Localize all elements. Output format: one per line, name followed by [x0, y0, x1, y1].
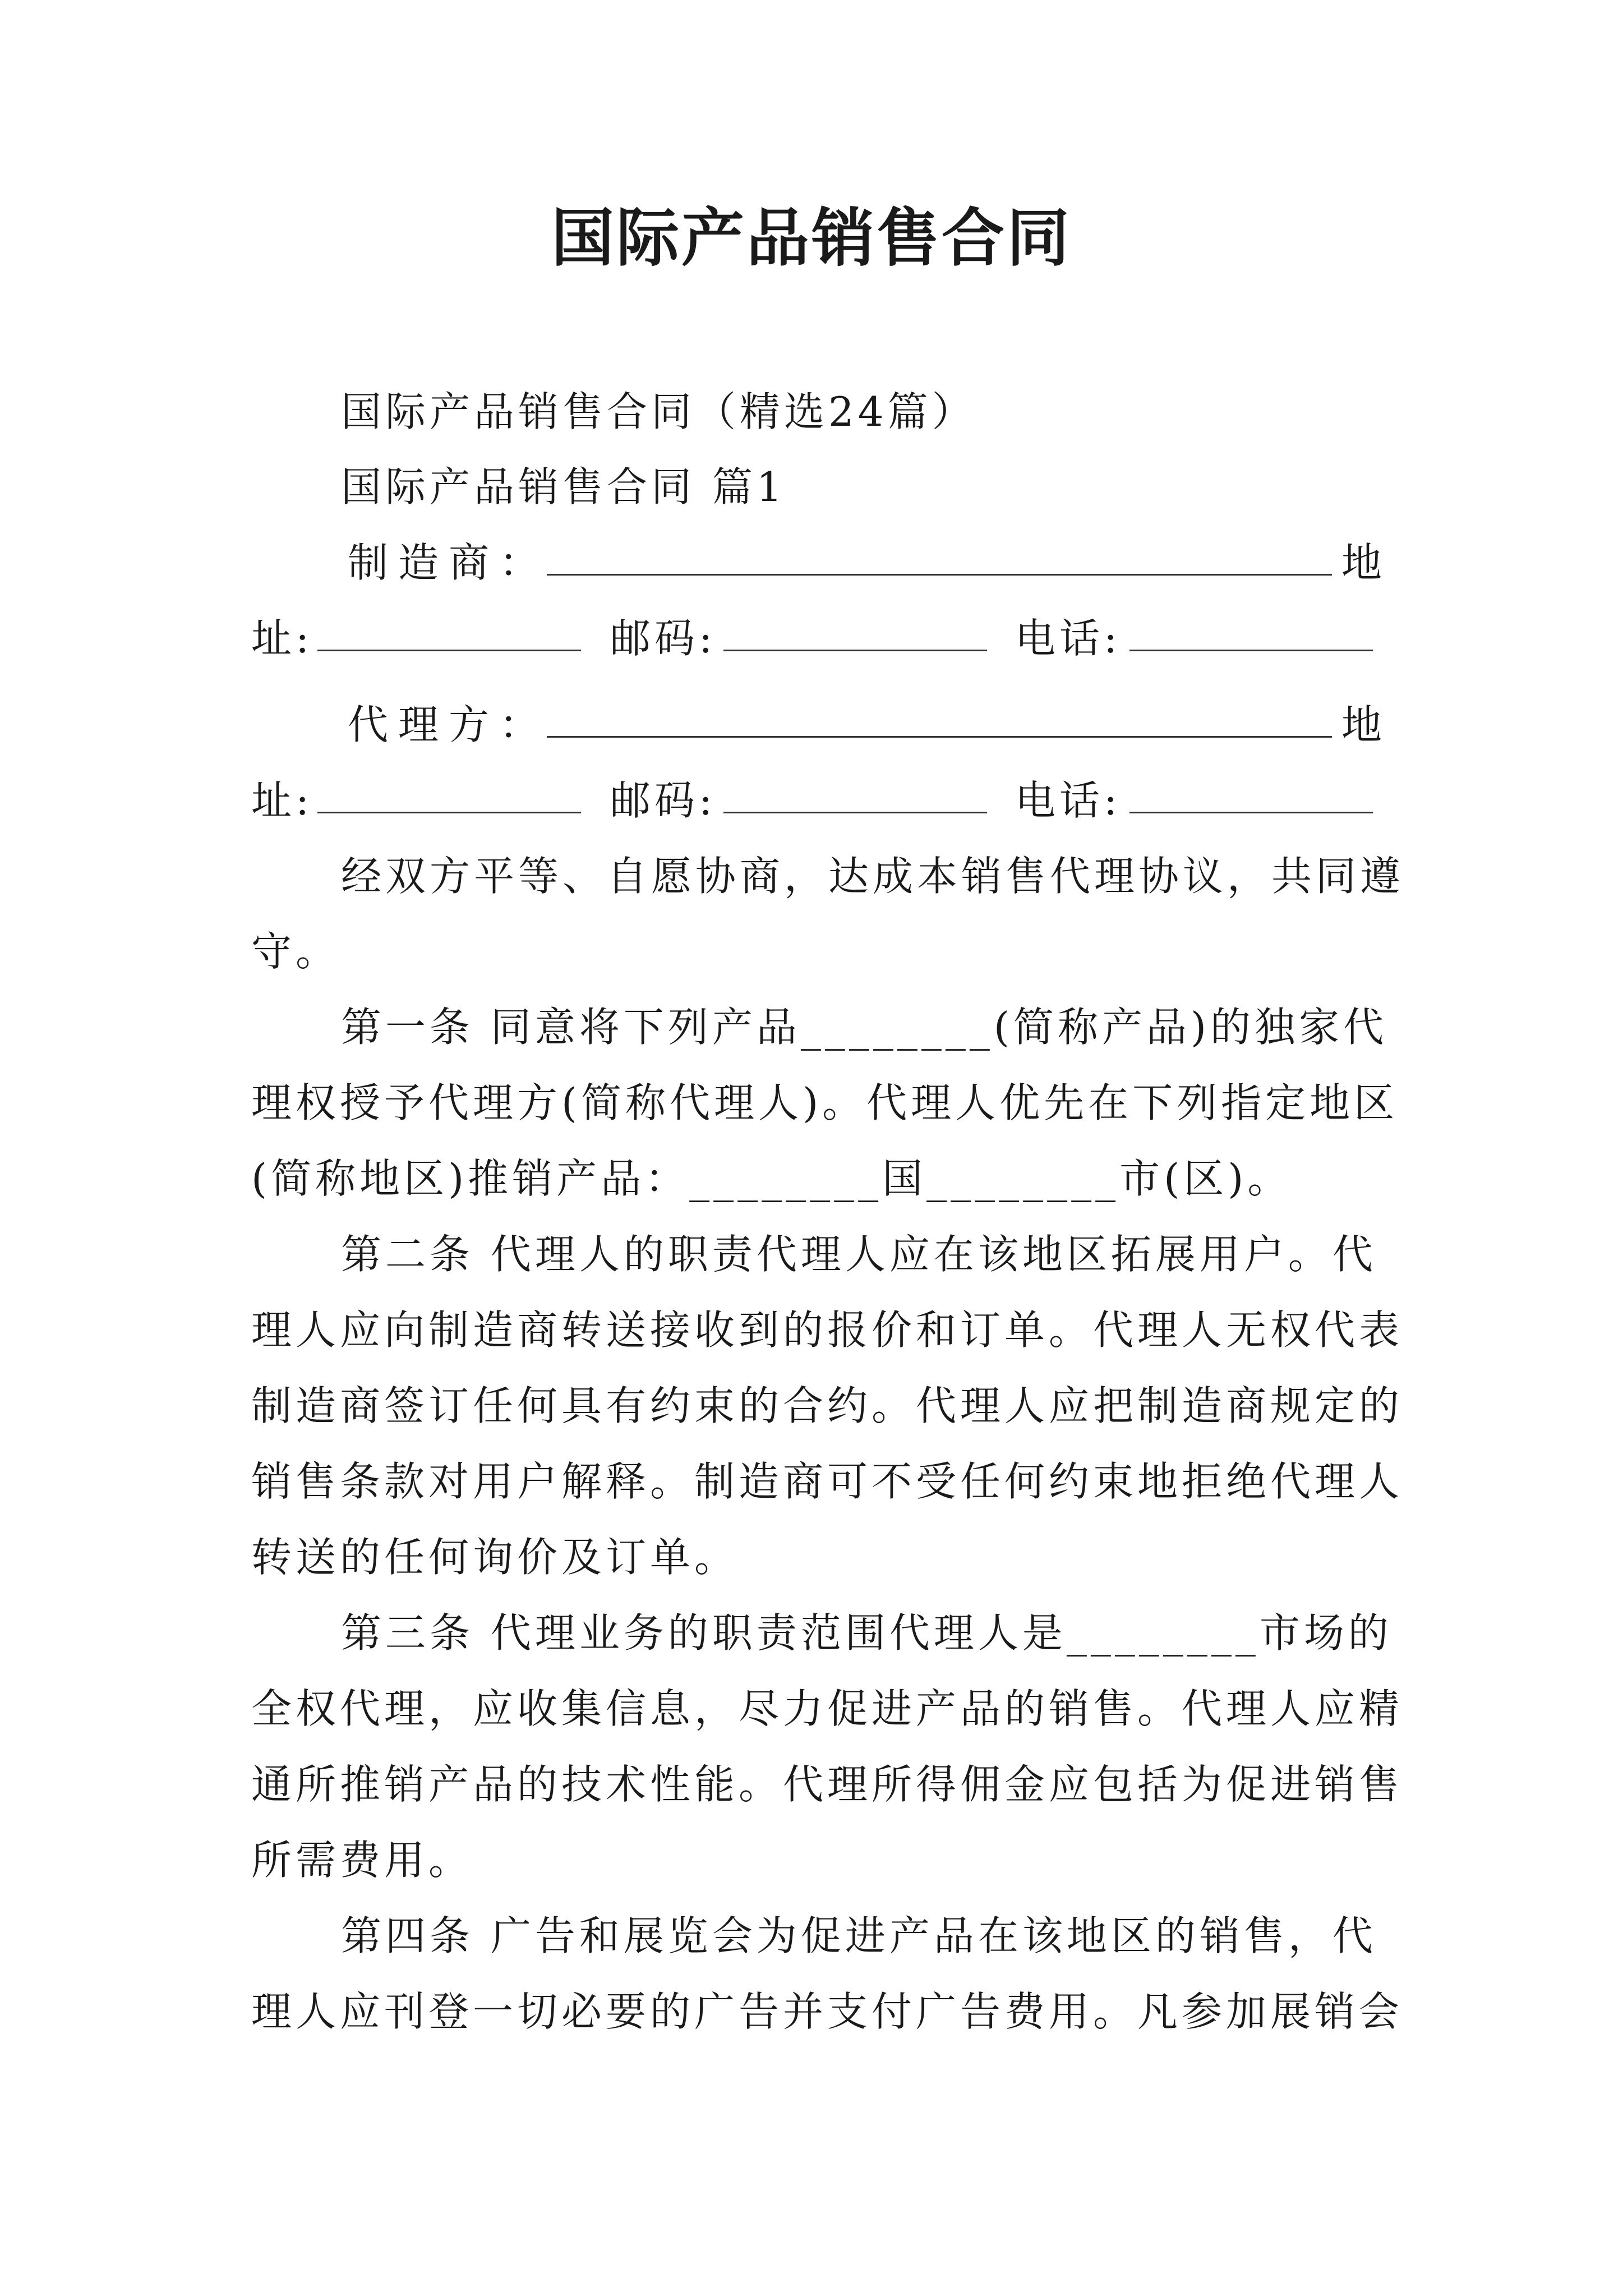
document-title: 国际产品销售合同: [551, 201, 1072, 275]
agent-contact-row: [251, 772, 1373, 829]
article-1-line: 第一条 同意将下列产品________(简称产品)的独家代: [341, 1004, 1388, 1051]
agent-phone-blank: [1129, 772, 1373, 813]
article-2-line: 销售条款对用户解释。制造商可不受任何约束地拒绝代理人: [251, 1458, 1404, 1505]
address-label-part1: 地: [1341, 539, 1386, 586]
address-label-part1: 地: [1341, 701, 1386, 748]
agent-address-blank: [317, 772, 581, 813]
agent-name-blank: [547, 697, 1332, 738]
postcode-label: 邮码:: [610, 777, 717, 824]
article-4-line: 理人应刊登一切必要的广告并支付广告费用。凡参加展销会: [251, 1988, 1404, 2035]
manufacturer-contact-row: [251, 610, 1373, 666]
postcode-label: 邮码:: [610, 615, 717, 662]
agent-label: 代理方：: [348, 701, 550, 748]
document-subtitle: 国际产品销售合同（精选24篇）: [341, 388, 976, 435]
paragraph-line: 守。: [251, 928, 340, 975]
paragraph-line: 经双方平等、自愿协商，达成本销售代理协议，共同遵: [341, 853, 1405, 900]
manufacturer-row: [348, 535, 1386, 591]
article-4-line: 第四条 广告和展览会为促进产品在该地区的销售，代: [341, 1912, 1377, 1959]
article-2-line: 转送的任何询价及订单。: [251, 1534, 739, 1581]
manufacturer-phone-blank: [1129, 610, 1373, 651]
article-3-line: 通所推销产品的技术性能。代理所得佣金应包括为促进销售: [251, 1761, 1404, 1808]
section-heading: 国际产品销售合同 篇1: [341, 463, 786, 510]
article-1-line: (简称地区)推销产品：________国________市(区)。: [251, 1155, 1292, 1202]
manufacturer-postcode-blank: [723, 610, 987, 651]
agent-postcode-blank: [723, 772, 987, 813]
phone-label: 电话:: [1015, 777, 1122, 824]
article-2-line: 制造商签订任何具有约束的合约。代理人应把制造商规定的: [251, 1382, 1404, 1429]
address-label-part2: 址:: [251, 615, 313, 662]
article-3-line: 全权代理，应收集信息，尽力促进产品的销售。代理人应精: [251, 1685, 1404, 1732]
article-3-line: 所需费用。: [251, 1837, 473, 1884]
article-2-line: 理人应向制造商转送接收到的报价和订单。代理人无权代表: [251, 1306, 1404, 1354]
article-2-line: 第二条 代理人的职责代理人应在该地区拓展用户。代: [341, 1231, 1377, 1278]
address-label-part2: 址:: [251, 777, 313, 824]
manufacturer-name-blank: [547, 535, 1332, 576]
article-1-line: 理权授予代理方(简称代理人)。代理人优先在下列指定地区: [251, 1079, 1399, 1126]
article-3-line: 第三条 代理业务的职责范围代理人是________市场的: [341, 1609, 1393, 1657]
phone-label: 电话:: [1015, 615, 1122, 662]
manufacturer-address-blank: [317, 610, 581, 651]
agent-row: [348, 697, 1386, 753]
manufacturer-label: 制造商：: [348, 539, 550, 586]
